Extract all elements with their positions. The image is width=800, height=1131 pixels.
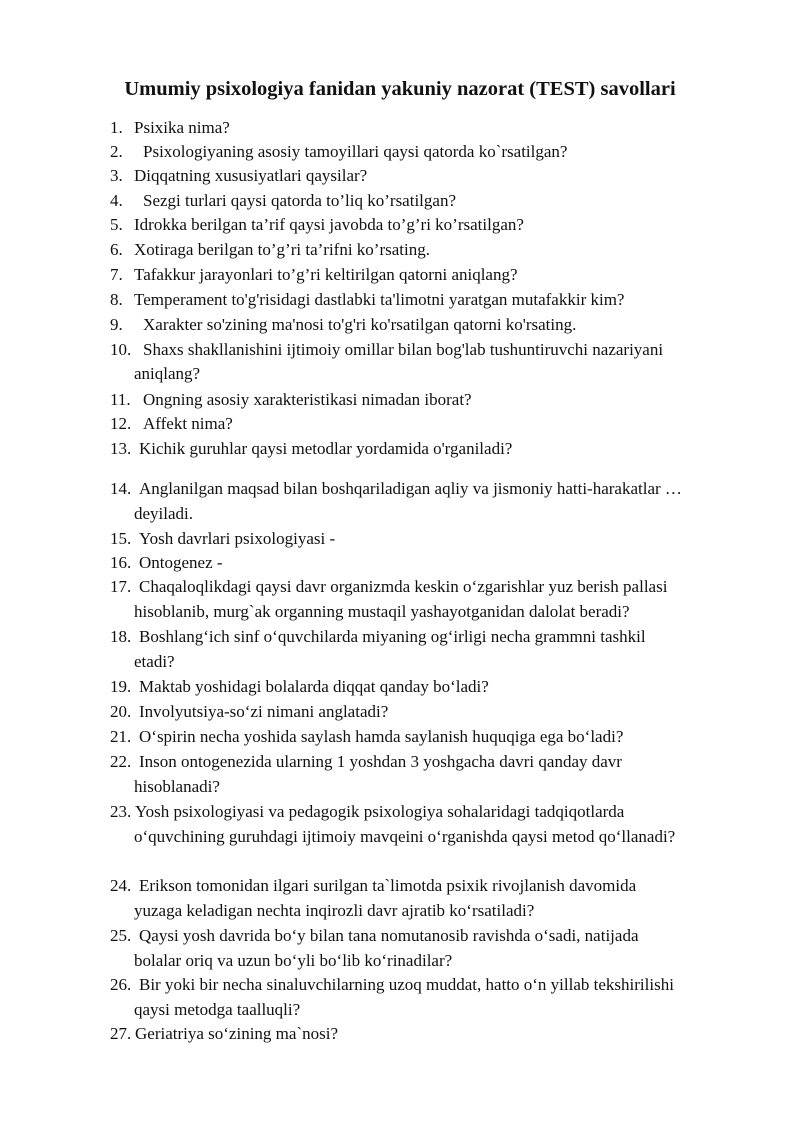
- question-text: Psixika nima?: [134, 118, 230, 137]
- question-text: Chaqaloqlikdagi qaysi davr organizmda keskin o‘zgarishlar yuz berish pallasi: [139, 577, 668, 596]
- question-number: 2.: [110, 142, 123, 161]
- question-18: [110, 625, 646, 671]
- question-text-continued: yuzaga keladigan nechta inqirozli davr ajratib ko‘rsatiladi?: [134, 901, 535, 920]
- question-5: [110, 213, 524, 237]
- question-number: 5.: [110, 215, 123, 234]
- question-text: Tafakkur jarayonlari to’g’ri keltirilgan qatorni aniqlang?: [134, 265, 518, 284]
- question-text-continued: etadi?: [134, 652, 175, 671]
- question-text: Geriatriya so‘zining ma`nosi?: [135, 1024, 338, 1043]
- question-number: 6.: [110, 240, 123, 259]
- question-number: 12.: [110, 414, 132, 433]
- question-number: 21.: [110, 727, 132, 746]
- question-number: 22.: [110, 752, 132, 771]
- question-22: [110, 750, 622, 796]
- question-1: [110, 116, 230, 140]
- question-number: 7.: [110, 265, 123, 284]
- document-title: Umumiy psixologiya fanidan yakuniy nazorat (TEST) savollari: [124, 78, 676, 100]
- question-text: Involyutsiya-so‘zi nimani anglatadi?: [139, 702, 389, 721]
- question-8: [110, 288, 625, 312]
- question-text: Psixologiyaning asosiy tamoyillari qaysi qatorda ko`rsatilgan?: [143, 142, 568, 161]
- question-text: Ontogenez -: [139, 553, 223, 572]
- question-number: 10.: [110, 340, 132, 359]
- question-number: 4.: [110, 191, 123, 210]
- question-text-continued: hisoblanadi?: [134, 777, 220, 796]
- question-text: Yosh psixologiyasi va pedagogik psixologiya sohalaridagi tadqiqotlarda: [135, 802, 625, 821]
- question-23: [110, 800, 676, 846]
- question-24: [110, 874, 637, 920]
- question-number: 3.: [110, 166, 123, 185]
- question-10: [110, 338, 664, 383]
- question-text: Kichik guruhlar qaysi metodlar yordamida o'rganiladi?: [139, 439, 513, 458]
- question-text: Ongning asosiy xarakteristikasi nimadan iborat?: [143, 390, 472, 409]
- question-2: [110, 140, 568, 164]
- question-text: Temperament to'g'risidagi dastlabki ta'limotni yaratgan mutafakkir kim?: [134, 290, 625, 309]
- question-text: Xotiraga berilgan to’g’ri ta’rifni ko’rsating.: [134, 240, 430, 259]
- question-number: 19.: [110, 677, 132, 696]
- question-number: 24.: [110, 876, 132, 895]
- question-7: [110, 263, 518, 287]
- question-text-continued: bolalar oriq va uzun bo‘yli bo‘lib ko‘rinadilar?: [134, 951, 453, 970]
- question-number: 27.: [110, 1024, 132, 1043]
- question-text-continued: hisoblanib, murg`ak organning mustaqil yashayotganidan dalolat beradi?: [134, 602, 630, 621]
- question-number: 11.: [110, 390, 131, 409]
- question-text: Affekt nima?: [143, 414, 233, 433]
- question-3: [110, 164, 368, 188]
- question-6: [110, 238, 430, 262]
- question-19: [110, 675, 489, 699]
- question-number: 25.: [110, 926, 132, 945]
- question-number: 20.: [110, 702, 132, 721]
- question-number: 14.: [110, 479, 132, 498]
- question-text: Maktab yoshidagi bolalarda diqqat qanday bo‘ladi?: [139, 677, 489, 696]
- question-11: [110, 388, 472, 412]
- question-text-continued: qaysi metodga taalluqli?: [134, 1000, 301, 1019]
- question-26: [110, 973, 674, 1019]
- question-text: Anglanilgan maqsad bilan boshqariladigan aqliy va jismoniy hatti-harakatlar …: [139, 479, 682, 498]
- question-number: 15.: [110, 529, 132, 548]
- question-number: 18.: [110, 627, 132, 646]
- question-text-continued: deyiladi.: [134, 504, 194, 523]
- question-number: 17.: [110, 577, 132, 596]
- question-text: Shaxs shakllanishini ijtimoiy omillar bilan bog'lab tushuntiruvchi nazariyani: [143, 340, 664, 359]
- question-number: 13.: [110, 439, 132, 458]
- question-number: 16.: [110, 553, 132, 572]
- question-text: Inson ontogenezida ularning 1 yoshdan 3 yoshgacha davri qanday davr: [139, 752, 622, 771]
- question-12: [110, 412, 233, 436]
- question-text: Yosh davrlari psixologiyasi -: [139, 529, 336, 548]
- question-text: Idrokka berilgan ta’rif qaysi javobda to’g’ri ko’rsatilgan?: [134, 215, 524, 234]
- question-text: Xarakter so'zining ma'nosi to'g'ri ko'rsatilgan qatorni ko'rsating.: [143, 315, 577, 334]
- question-text: Sezgi turlari qaysi qatorda to’liq ko’rsatilgan?: [143, 191, 456, 210]
- question-text-continued: aniqlang?: [134, 364, 201, 383]
- question-text: Erikson tomonidan ilgari surilgan ta`limotda psixik rivojlanish davomida: [139, 876, 637, 895]
- question-9: [110, 313, 577, 337]
- question-number: 23.: [110, 802, 132, 821]
- question-number: 26.: [110, 975, 132, 994]
- question-text: Bir yoki bir necha sinaluvchilarning uzoq muddat, hatto o‘n yillab tekshirilishi: [139, 975, 674, 994]
- question-17: [110, 575, 668, 621]
- question-20: [110, 700, 389, 724]
- question-text: Qaysi yosh davrida bo‘y bilan tana nomutanosib ravishda o‘sadi, natijada: [139, 926, 639, 945]
- question-number: 1.: [110, 118, 123, 137]
- question-21: [110, 725, 624, 749]
- question-text: Boshlang‘ich sinf o‘quvchilarda miyaning og‘irligi necha grammni tashkil: [139, 627, 646, 646]
- question-15: [110, 527, 336, 551]
- question-27: [110, 1022, 338, 1046]
- question-25: [110, 924, 639, 970]
- question-4: [110, 189, 456, 213]
- question-text: O‘spirin necha yoshida saylash hamda saylanish huquqiga ega bo‘ladi?: [139, 727, 624, 746]
- question-number: 8.: [110, 290, 123, 309]
- question-13: [110, 437, 513, 461]
- question-number: 9.: [110, 315, 123, 334]
- question-text: Diqqatning xususiyatlari qaysilar?: [134, 166, 368, 185]
- question-text-continued: o‘quvchining guruhdagi ijtimoiy mavqeini o‘rganishda qaysi metod qo‘llanadi?: [134, 827, 676, 846]
- question-14: [110, 477, 682, 523]
- question-16: [110, 551, 223, 575]
